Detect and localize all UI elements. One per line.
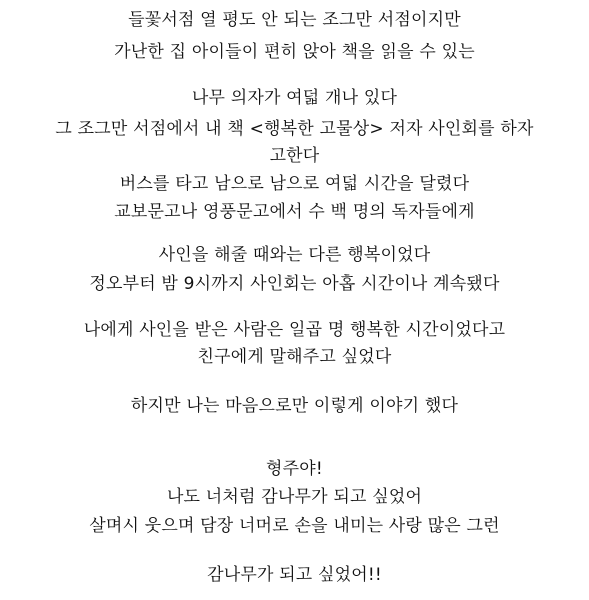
poem-line-7: 교보문고나 영풍문고에서 수 백 명의 독자들에게 [114, 202, 475, 222]
poem-line-3: 나무 의자가 여덟 개나 있다 [191, 88, 398, 108]
poem-line-10: 나에게 사인을 받은 사람은 일곱 명 행복한 시간이었다고 [83, 320, 506, 340]
poem-line-1: 들꽃서점 열 평도 안 되는 조그만 서점이지만 [128, 10, 461, 30]
poem-line-2: 가난한 집 아이들이 편히 앉아 책을 읽을 수 있는 [114, 42, 475, 62]
poem-line-6: 버스를 타고 남으로 남으로 여덟 시간을 달렸다 [119, 174, 470, 194]
poem-line-12: 하지만 나는 마음으로만 이렇게 이야기 했다 [130, 396, 459, 416]
poem-line-9: 정오부터 밤 9시까지 사인회는 아홉 시간이나 계속됐다 [89, 274, 500, 294]
poem-line-16: 감나무가 되고 싶었어!! [207, 565, 382, 585]
poem-line-8: 사인을 해줄 때와는 다른 행복이었다 [158, 245, 431, 265]
poem-line-15: 살며시 웃으며 담장 너머로 손을 내미는 사랑 많은 그런 [89, 516, 500, 536]
poem-line-13: 형주야! [266, 459, 323, 479]
poem-line-4: 그 조그만 서점에서 내 책 <행복한 고물상> 저자 사인회를 하자 [55, 119, 534, 139]
poem-line-14: 나도 너처럼 감나무가 되고 싶었어 [166, 487, 423, 507]
poem-line-5: 고한다 [269, 146, 320, 166]
poem-line-11: 친구에게 말해주고 싶었다 [197, 347, 392, 367]
